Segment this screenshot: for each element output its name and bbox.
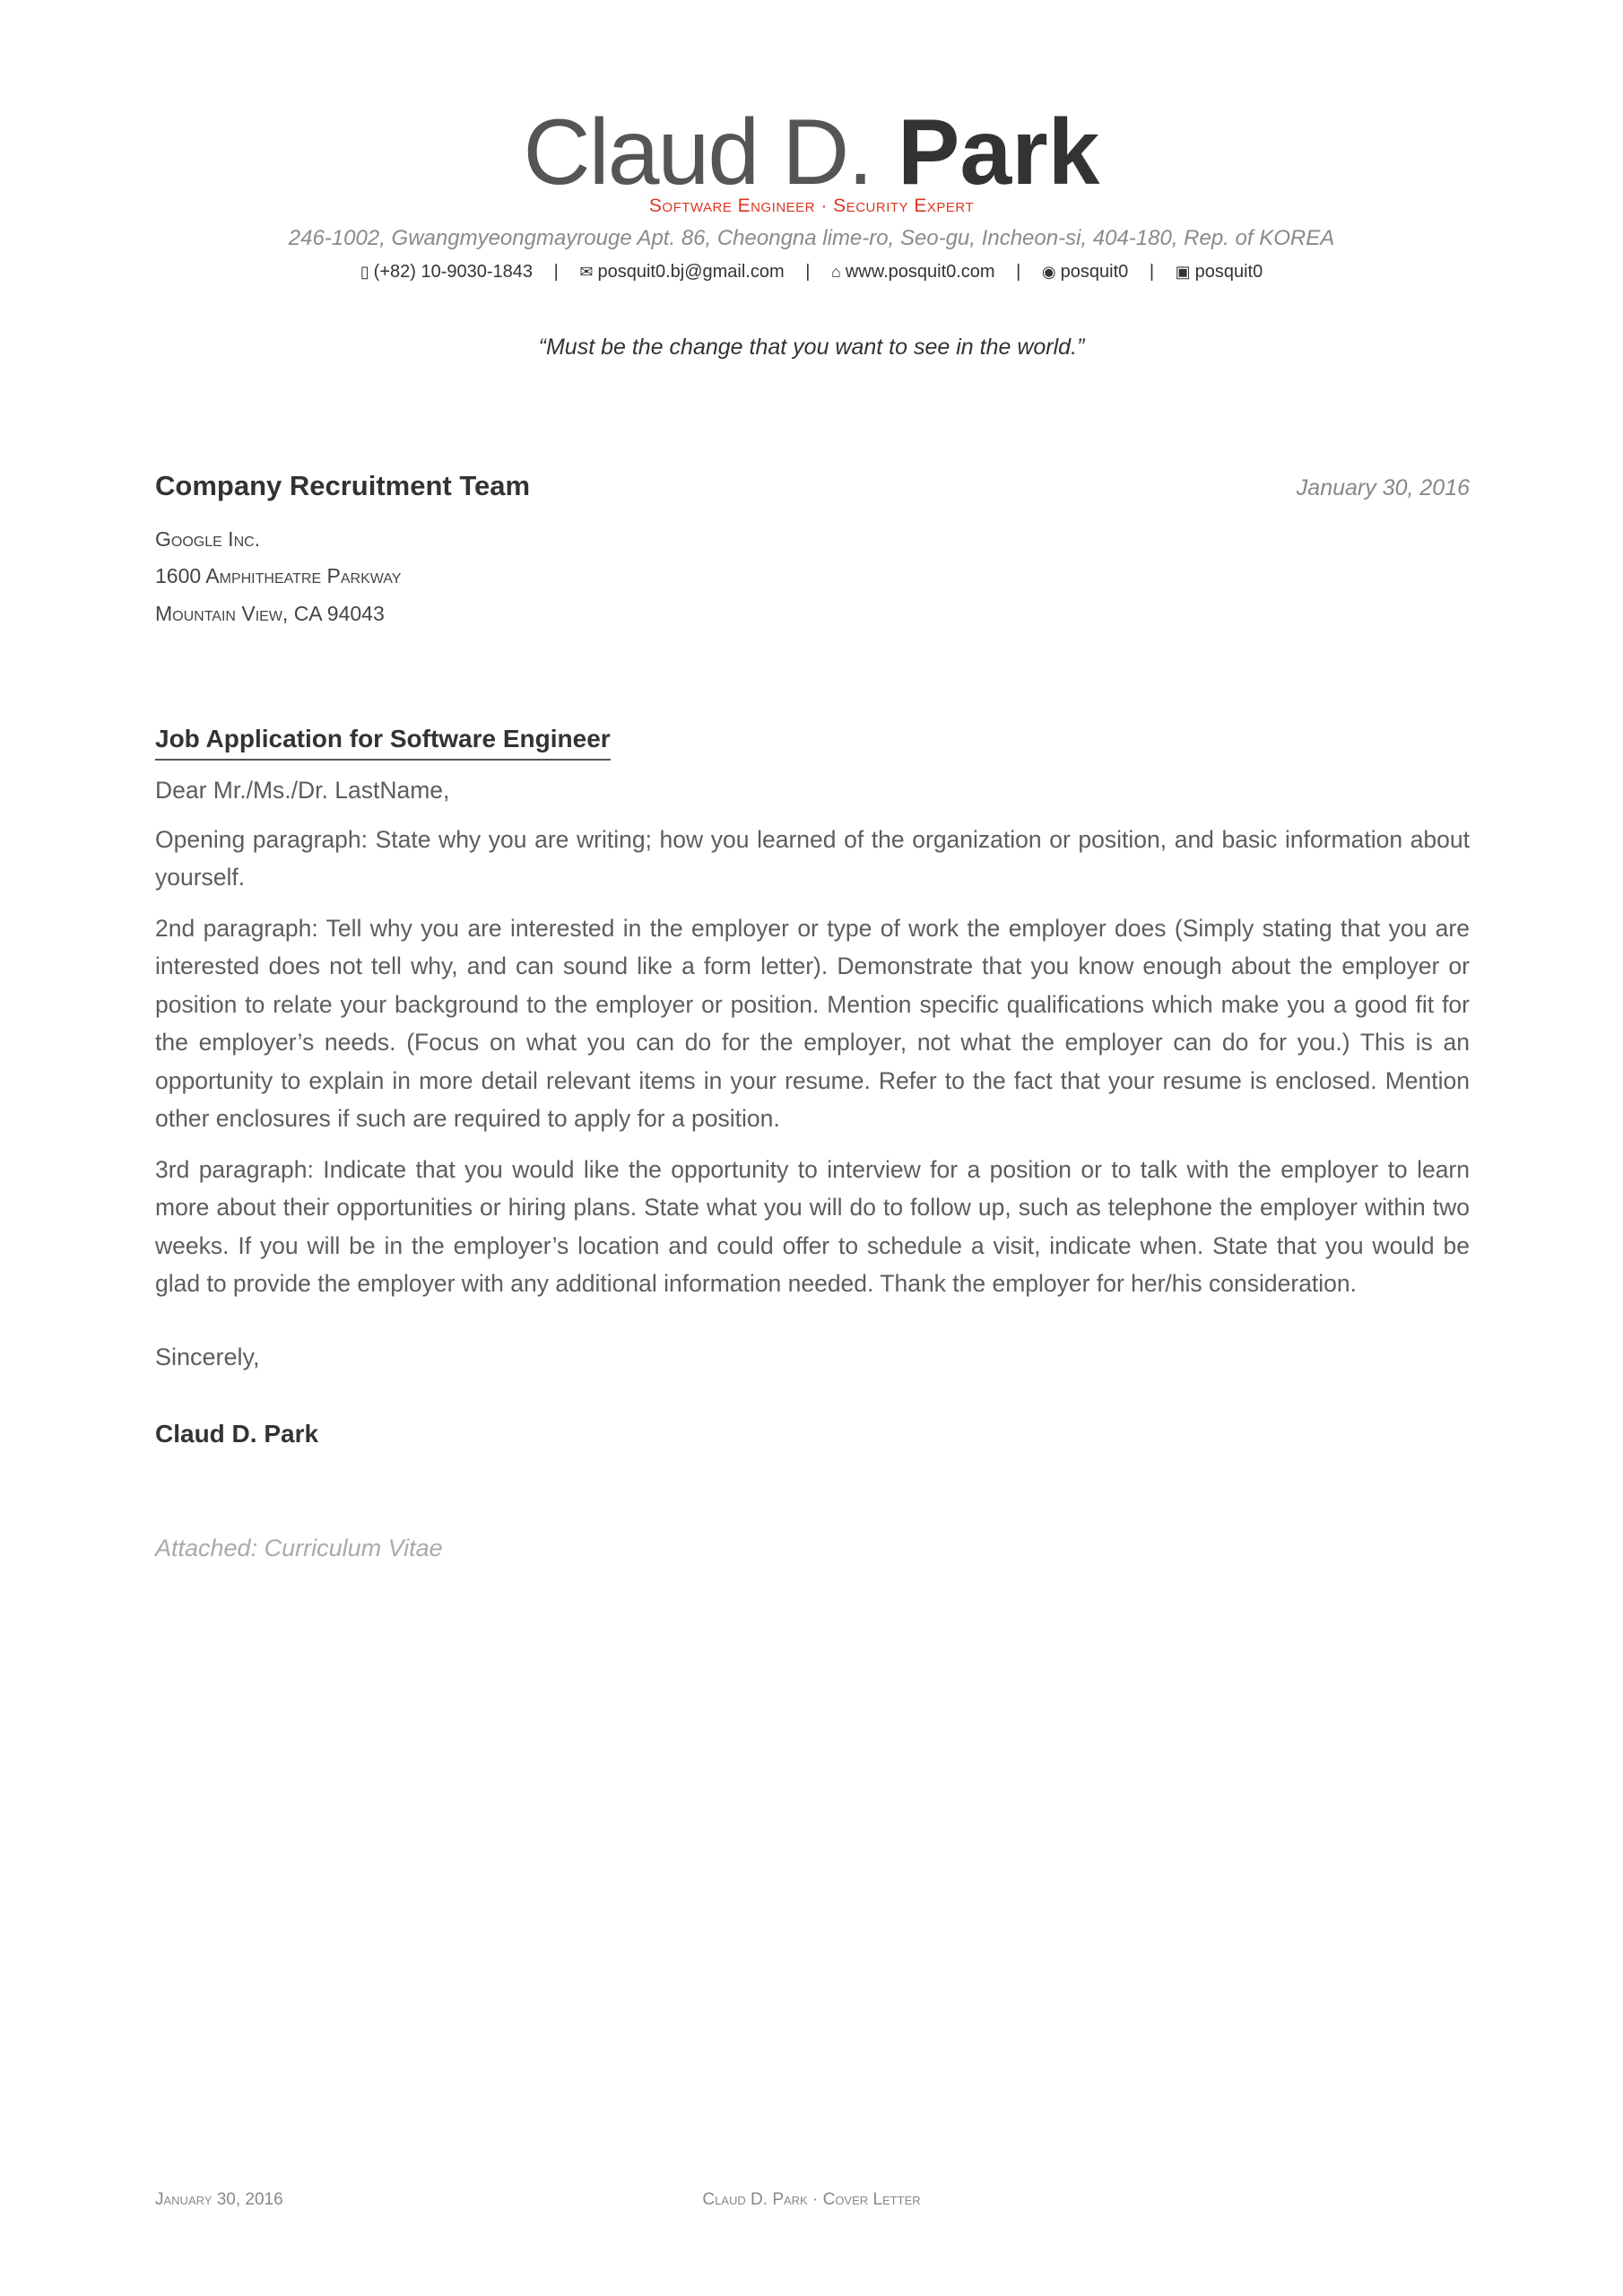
mobile-phone-icon: ▯	[360, 263, 369, 281]
letter-title: Job Application for Software Engineer	[155, 725, 611, 761]
separator: |	[1016, 262, 1021, 282]
envelope-icon: ✉	[579, 263, 594, 281]
contact-email[interactable]	[579, 262, 784, 282]
signer-name: Claud D. Park	[155, 1420, 319, 1448]
phone-text: (+82) 10-9030-1843	[373, 262, 534, 282]
linkedin-text: posquit0	[1194, 262, 1263, 282]
enclosure: Attached: Curriculum Vitae	[155, 1535, 443, 1561]
last-name: Park	[898, 100, 1100, 204]
homepage-text: www.posquit0.com	[845, 262, 995, 282]
footer-center: Claud D. Park · Cover Letter	[702, 2190, 921, 2209]
contact-phone[interactable]	[360, 262, 533, 282]
paragraph-second: 2nd paragraph: Tell why you are interested in the employer or type of work the employer does (Simply stating that you are interested does not tell why, and can sound like a form letter). Demonstrate that you know enough about the employer or position to relate your background to the employer or position. Mention specific qualifications which make you a good fit for the employer’s needs. (Focus on what you can do for the employer, not what the employer can do for you.) This is an opportunity to explain in more detail relevant items in your resume. Refer to the fact that your resume is enclosed. Mention other enclosures if such are required to apply for a position.	[155, 914, 1470, 1132]
contact-homepage[interactable]	[831, 262, 995, 282]
letter-body	[155, 771, 1470, 1316]
github-text: posquit0	[1060, 262, 1129, 282]
recipient-address-line: Mountain View, CA 94043	[155, 602, 385, 625]
github-icon: ◉	[1041, 263, 1056, 281]
salutation: Dear Mr./Ms./Dr. LastName,	[155, 777, 450, 804]
applicant-name	[0, 99, 1623, 206]
recipient-address-line: Google Inc.	[155, 527, 261, 551]
contact-github[interactable]	[1042, 262, 1128, 282]
recipient-address-line: 1600 Amphitheatre Parkway	[155, 564, 402, 587]
footer-date: January 30, 2016	[155, 2190, 283, 2209]
separator: |	[805, 262, 811, 282]
separator: |	[1149, 262, 1155, 282]
contact-linkedin[interactable]	[1176, 262, 1263, 282]
home-icon: ⌂	[830, 263, 841, 281]
email-text: posquit0.bj@gmail.com	[597, 262, 785, 282]
applicant-address: 246-1002, Gwangmyeongmayrouge Apt. 86, Cheongna lime-ro, Seo-gu, Incheon-si, 404-180, Rep. of KOREA	[288, 226, 1335, 250]
first-name: Claud D.	[523, 100, 872, 204]
closing: Sincerely,	[155, 1344, 260, 1370]
contact-bar	[0, 262, 1623, 283]
quote: “Must be the change that you want to see in the world.”	[538, 335, 1085, 360]
recipient-name: Company Recruitment Team	[155, 470, 531, 501]
paragraph-opening: Opening paragraph: State why you are writing; how you learned of the organization or position, and basic information about yourself.	[155, 825, 1470, 891]
letter-date: January 30, 2016	[1296, 475, 1470, 500]
position-title: Software Engineer · Security Expert	[648, 196, 975, 216]
paragraph-third: 3rd paragraph: Indicate that you would like the opportunity to interview for a position or to talk with the employer to learn more about their opportunities or hiring plans. State what you will do to follow up, such as telephone the employer within two weeks. If you will be in the employer’s location and could offer to schedule a visit, indicate when. State that you would be glad to provide the employer with any additional information needed. Thank the employer for her/his consideration.	[155, 1155, 1470, 1297]
linkedin-icon: ▣	[1175, 263, 1191, 281]
separator: |	[553, 262, 559, 282]
